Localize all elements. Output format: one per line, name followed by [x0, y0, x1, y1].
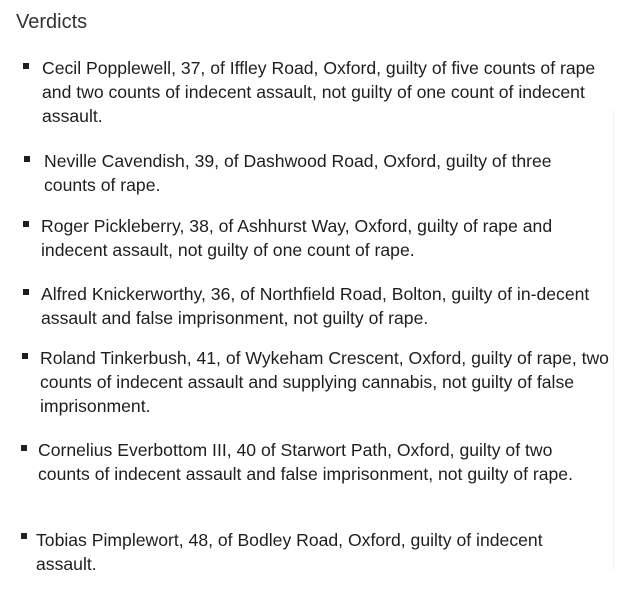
- verdict-item: Neville Cavendish, 39, of Dashwood Road, Oxford, guilty of three counts of rape.: [44, 151, 552, 195]
- bullet-icon: [23, 289, 29, 295]
- verdict-item: Cornelius Everbottom III, 40 of Starwort Path, Oxford, guilty of two counts of indecent assault and false imprisonment, not guilty of rape.: [38, 440, 573, 484]
- bullet-icon: [23, 221, 29, 227]
- verdict-item: Roland Tinkerbush, 41, of Wykeham Crescent, Oxford, guilty of rape, two counts of indecent assault and supplying cannabis, not guilty of false imprisonment.: [40, 348, 609, 416]
- bullet-icon: [24, 156, 30, 162]
- bullet-icon: [22, 353, 28, 359]
- verdict-item: Tobias Pimplewort, 48, of Bodley Road, Oxford, guilty of indecent assault.: [36, 530, 543, 574]
- bullet-icon: [23, 63, 29, 69]
- page-edge-rule: [613, 110, 614, 570]
- bullet-icon: [21, 445, 27, 451]
- verdict-item: Alfred Knickerworthy, 36, of Northfield Road, Bolton, guilty of in-decent assault and false imprisonment, not guilty of rape.: [41, 284, 590, 328]
- bullet-icon: [21, 533, 27, 539]
- page-title: Verdicts: [16, 11, 88, 33]
- verdict-item: Cecil Popplewell, 37, of Iffley Road, Oxford, guilty of five counts of rape and two counts of indecent assault, not guilty of one count of indecent assault.: [42, 58, 596, 126]
- verdict-item: Roger Pickleberry, 38, of Ashhurst Way, Oxford, guilty of rape and indecent assault, not guilty of one count of rape.: [41, 216, 553, 260]
